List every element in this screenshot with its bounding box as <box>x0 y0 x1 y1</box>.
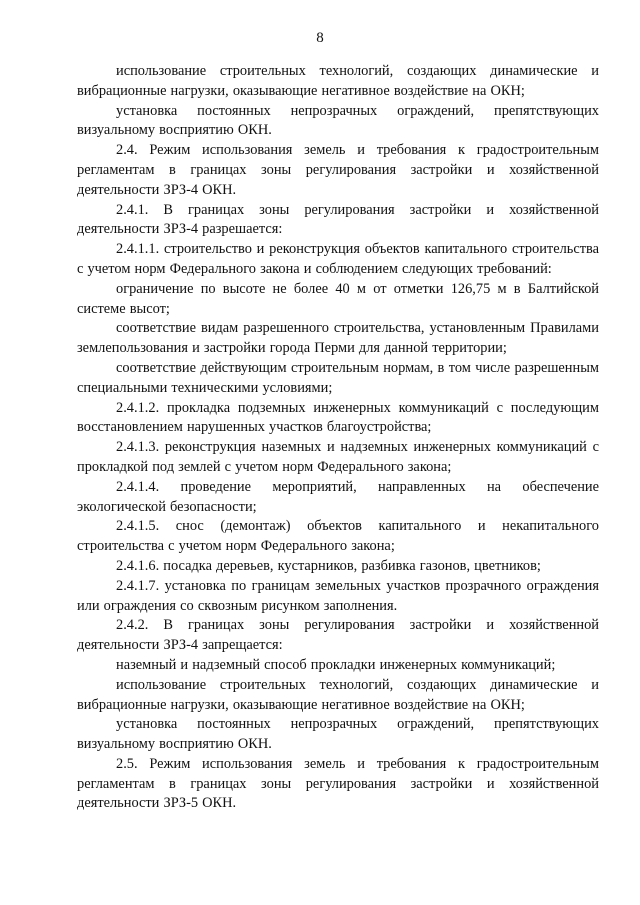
paragraph-section-2-4-1-1: 2.4.1.1. строительство и реконструкция объектов капитального строительства с учетом норм Федерального закона и соблюдением следующих требований: <box>77 241 599 277</box>
paragraph-section-2-4-1-4: 2.4.1.4. проведение мероприятий, направленных на обеспечение экологической безопасности; <box>77 478 599 515</box>
paragraph-section-2-4: 2.4. Режим использования земель и требования к градостроительным регламентам в границах зоны регулирования застройки и хозяйственной деятельности ЗРЗ-4 ОКН. <box>77 142 599 198</box>
paragraph-permitted-uses: соответствие видам разрешенного строительства, установленным Правилами землепользования и застройки города Перми для данной территории; <box>77 320 599 357</box>
paragraph-dynamic-loads-1: использование строительных технологий, создающих динамические и вибрационные нагрузки, оказывающие негативное воздействие на ОКН; <box>77 63 599 99</box>
paragraph-dynamic-loads-2: использование строительных технологий, создающих динамические и вибрационные нагрузки, оказывающие негативное воздействие на ОКН; <box>77 676 599 713</box>
paragraph-section-2-4-1-2: 2.4.1.2. прокладка подземных инженерных коммуникаций с последующим восстановлением нарушенных участков благоустройства; <box>77 399 599 436</box>
paragraph-opaque-fences-2: установка постоянных непрозрачных ограждений, препятствующих визуальному восприятию ОКН. <box>77 716 599 753</box>
paragraph-utility-laying-method: наземный и надземный способ прокладки инженерных коммуникаций; <box>116 656 556 673</box>
paragraph-section-2-5: 2.5. Режим использования земель и требования к градостроительным регламентам в границах зоны регулирования застройки и хозяйственной деятельности ЗРЗ-5 ОКН. <box>77 755 599 812</box>
paragraph-section-2-4-1: 2.4.1. В границах зоны регулирования застройки и хозяйственной деятельности ЗРЗ-4 разрешается: <box>77 201 599 238</box>
page-number: 8 <box>316 30 324 46</box>
paragraph-section-2-4-1-7: 2.4.1.7. установка по границам земельных участков прозрачного ограждения или ограждения со сквозным рисунком заполнения. <box>77 577 599 614</box>
paragraph-opaque-fences-1: установка постоянных непрозрачных ограждений, препятствующих визуальному восприятию ОКН. <box>77 102 599 139</box>
paragraph-section-2-4-1-3: 2.4.1.3. реконструкция наземных и надземных инженерных коммуникаций с прокладкой под землей с учетом норм Федерального закона; <box>77 439 599 475</box>
paragraph-section-2-4-1-6: 2.4.1.6. посадка деревьев, кустарников, разбивка газонов, цветников; <box>116 557 541 574</box>
paragraph-height-limit: ограничение по высоте не более 40 м от отметки 126,75 м в Балтийской системе высот; <box>77 280 599 317</box>
paragraph-section-2-4-2: 2.4.2. В границах зоны регулирования застройки и хозяйственной деятельности ЗРЗ-4 запрещается: <box>77 617 599 654</box>
paragraph-section-2-4-1-5: 2.4.1.5. снос (демонтаж) объектов капитального и некапитального строительства с учетом норм Федерального закона; <box>77 518 599 555</box>
paragraph-building-norms: соответствие действующим строительным нормам, в том числе разрешенным специальными техническими условиями; <box>77 359 599 396</box>
document-body <box>77 62 599 814</box>
